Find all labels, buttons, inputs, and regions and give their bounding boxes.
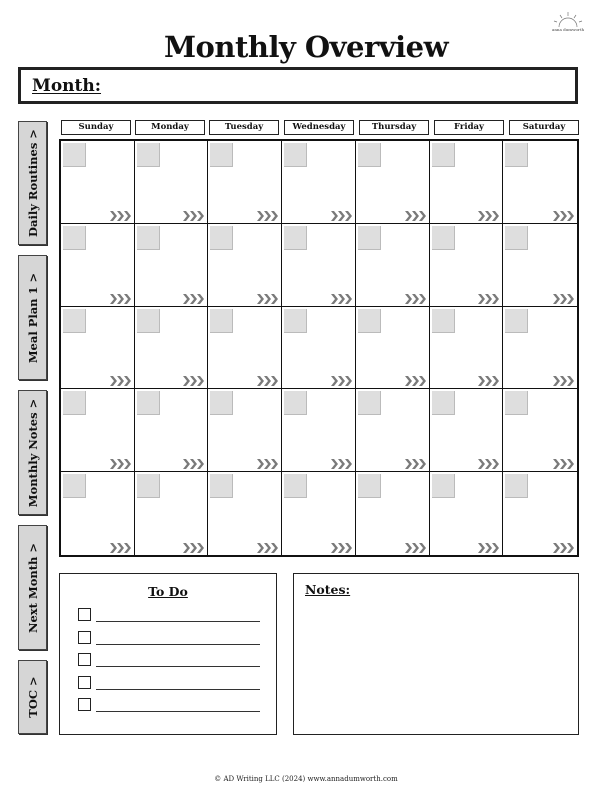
date-number-box[interactable] [63,391,86,415]
calendar-day-cell[interactable] [430,307,504,390]
calendar-day-cell[interactable] [135,307,209,390]
tab-toc[interactable] [18,660,47,734]
chevron-right-icon [553,543,574,553]
date-number-box[interactable] [358,143,381,167]
calendar-day-cell[interactable] [208,389,282,472]
date-number-box[interactable] [210,226,233,250]
day-header-thursday: Thursday [359,120,429,135]
tab-label: Daily Routines > [25,129,40,237]
chevron-right-icon [405,459,426,469]
todo-item [78,698,260,712]
calendar-day-cell[interactable] [356,307,430,390]
date-number-box[interactable] [137,309,160,333]
chevron-right-icon [478,294,499,304]
calendar-grid [59,139,579,557]
calendar-day-cell[interactable] [61,224,135,307]
date-number-box[interactable] [432,309,455,333]
chevron-right-icon [478,459,499,469]
todo-write-line[interactable] [96,666,260,667]
tab-next-month[interactable] [18,525,47,650]
todo-write-line[interactable] [96,689,260,690]
chevron-right-icon [110,543,131,553]
notes-label: Notes: [305,582,351,597]
calendar-day-cell[interactable] [503,307,577,390]
todo-item [78,608,260,622]
chevron-right-icon [257,376,278,386]
month-field[interactable] [18,67,578,104]
chevron-right-icon [553,294,574,304]
date-number-box[interactable] [505,391,528,415]
logo-wordmark: anna dumworth [551,27,585,32]
chevron-right-icon [405,376,426,386]
day-header-monday: Monday [135,120,205,135]
calendar-day-cell[interactable] [282,224,356,307]
calendar-day-cell[interactable] [208,472,282,555]
date-number-box[interactable] [210,474,233,498]
chevron-right-icon [257,459,278,469]
chevron-right-icon [110,211,131,221]
calendar-day-cell[interactable] [430,472,504,555]
chevron-right-icon [183,543,204,553]
date-number-box[interactable] [210,143,233,167]
calendar-day-cell[interactable] [282,141,356,224]
chevron-right-icon [110,294,131,304]
calendar-day-cell[interactable] [61,307,135,390]
chevron-right-icon [553,376,574,386]
date-number-box[interactable] [432,143,455,167]
calendar-day-cell[interactable] [135,141,209,224]
date-number-box[interactable] [358,474,381,498]
tab-daily-routines[interactable] [18,121,47,245]
todo-checkbox[interactable] [78,676,91,689]
calendar-day-cell[interactable] [282,472,356,555]
date-number-box[interactable] [505,309,528,333]
date-number-box[interactable] [284,474,307,498]
chevron-right-icon [183,294,204,304]
tab-label: TOC > [25,676,40,718]
todo-title: To Do [148,584,188,599]
calendar-day-cell[interactable] [356,224,430,307]
date-number-box[interactable] [63,226,86,250]
calendar-day-cell[interactable] [135,472,209,555]
date-number-box[interactable] [358,391,381,415]
chevron-right-icon [257,294,278,304]
calendar-day-cell[interactable] [503,389,577,472]
chevron-right-icon [553,459,574,469]
calendar-day-cell[interactable] [430,141,504,224]
chevron-right-icon [183,459,204,469]
date-number-box[interactable] [210,309,233,333]
date-number-box[interactable] [210,391,233,415]
chevron-right-icon [331,543,352,553]
calendar-day-cell[interactable] [61,472,135,555]
calendar-day-cell[interactable] [61,141,135,224]
chevron-right-icon [257,543,278,553]
todo-item [78,653,260,667]
calendar-day-cell[interactable] [503,141,577,224]
date-number-box[interactable] [63,474,86,498]
day-header-wednesday: Wednesday [284,120,354,135]
calendar-day-cell[interactable] [282,389,356,472]
date-number-box[interactable] [505,474,528,498]
chevron-right-icon [110,376,131,386]
chevron-right-icon [405,294,426,304]
todo-panel [59,573,277,735]
day-header-tuesday: Tuesday [209,120,279,135]
chevron-right-icon [331,376,352,386]
chevron-right-icon [405,543,426,553]
date-number-box[interactable] [63,309,86,333]
day-header-saturday: Saturday [509,120,579,135]
chevron-right-icon [331,211,352,221]
chevron-right-icon [110,459,131,469]
date-number-box[interactable] [432,391,455,415]
chevron-right-icon [478,376,499,386]
todo-write-line[interactable] [96,711,260,712]
tab-label: Next Month > [25,542,40,633]
date-number-box[interactable] [137,226,160,250]
calendar-day-cell[interactable] [430,389,504,472]
date-number-box[interactable] [137,143,160,167]
tab-label: Meal Plan 1 > [25,272,40,363]
calendar-day-cell[interactable] [282,307,356,390]
calendar-day-cell[interactable] [356,389,430,472]
chevron-right-icon [183,376,204,386]
chevron-right-icon [405,211,426,221]
calendar-day-cell[interactable] [61,389,135,472]
calendar-day-cell[interactable] [135,224,209,307]
chevron-right-icon [183,211,204,221]
calendar-day-cell[interactable] [356,141,430,224]
tab-monthly-notes[interactable] [18,390,47,515]
chevron-right-icon [553,211,574,221]
date-number-box[interactable] [137,391,160,415]
date-number-box[interactable] [284,391,307,415]
todo-write-line[interactable] [96,621,260,622]
calendar-day-cell[interactable] [135,389,209,472]
date-number-box[interactable] [505,226,528,250]
notes-panel[interactable] [293,573,579,735]
todo-write-line[interactable] [96,644,260,645]
chevron-right-icon [478,211,499,221]
page-title: Monthly Overview [163,30,449,64]
date-number-box[interactable] [284,309,307,333]
tab-meal-plan[interactable] [18,255,47,380]
calendar-day-cell[interactable] [356,472,430,555]
todo-checkbox[interactable] [78,698,91,711]
calendar-day-cell[interactable] [208,141,282,224]
date-number-box[interactable] [137,474,160,498]
day-header-friday: Friday [434,120,504,135]
month-label: Month: [32,76,102,96]
chevron-right-icon [257,211,278,221]
date-number-box[interactable] [358,309,381,333]
calendar-day-cell[interactable] [503,472,577,555]
date-number-box[interactable] [284,226,307,250]
todo-checkbox[interactable] [78,653,91,666]
tab-label: Monthly Notes > [25,398,40,507]
todo-item [78,676,260,690]
calendar-day-cell[interactable] [208,224,282,307]
date-number-box[interactable] [505,143,528,167]
todo-checkbox[interactable] [78,631,91,644]
copyright-footer: © AD Writing LLC (2024) www.annadumworth.com [214,775,398,783]
date-number-box[interactable] [284,143,307,167]
chevron-right-icon [478,543,499,553]
date-number-box[interactable] [432,226,455,250]
date-number-box[interactable] [63,143,86,167]
calendar-day-cell[interactable] [208,307,282,390]
chevron-right-icon [331,294,352,304]
date-number-box[interactable] [432,474,455,498]
date-number-box[interactable] [358,226,381,250]
calendar-day-cell[interactable] [503,224,577,307]
todo-item [78,631,260,645]
chevron-right-icon [331,459,352,469]
todo-checkbox[interactable] [78,608,91,621]
day-header-sunday: Sunday [61,120,131,135]
calendar-day-cell[interactable] [430,224,504,307]
